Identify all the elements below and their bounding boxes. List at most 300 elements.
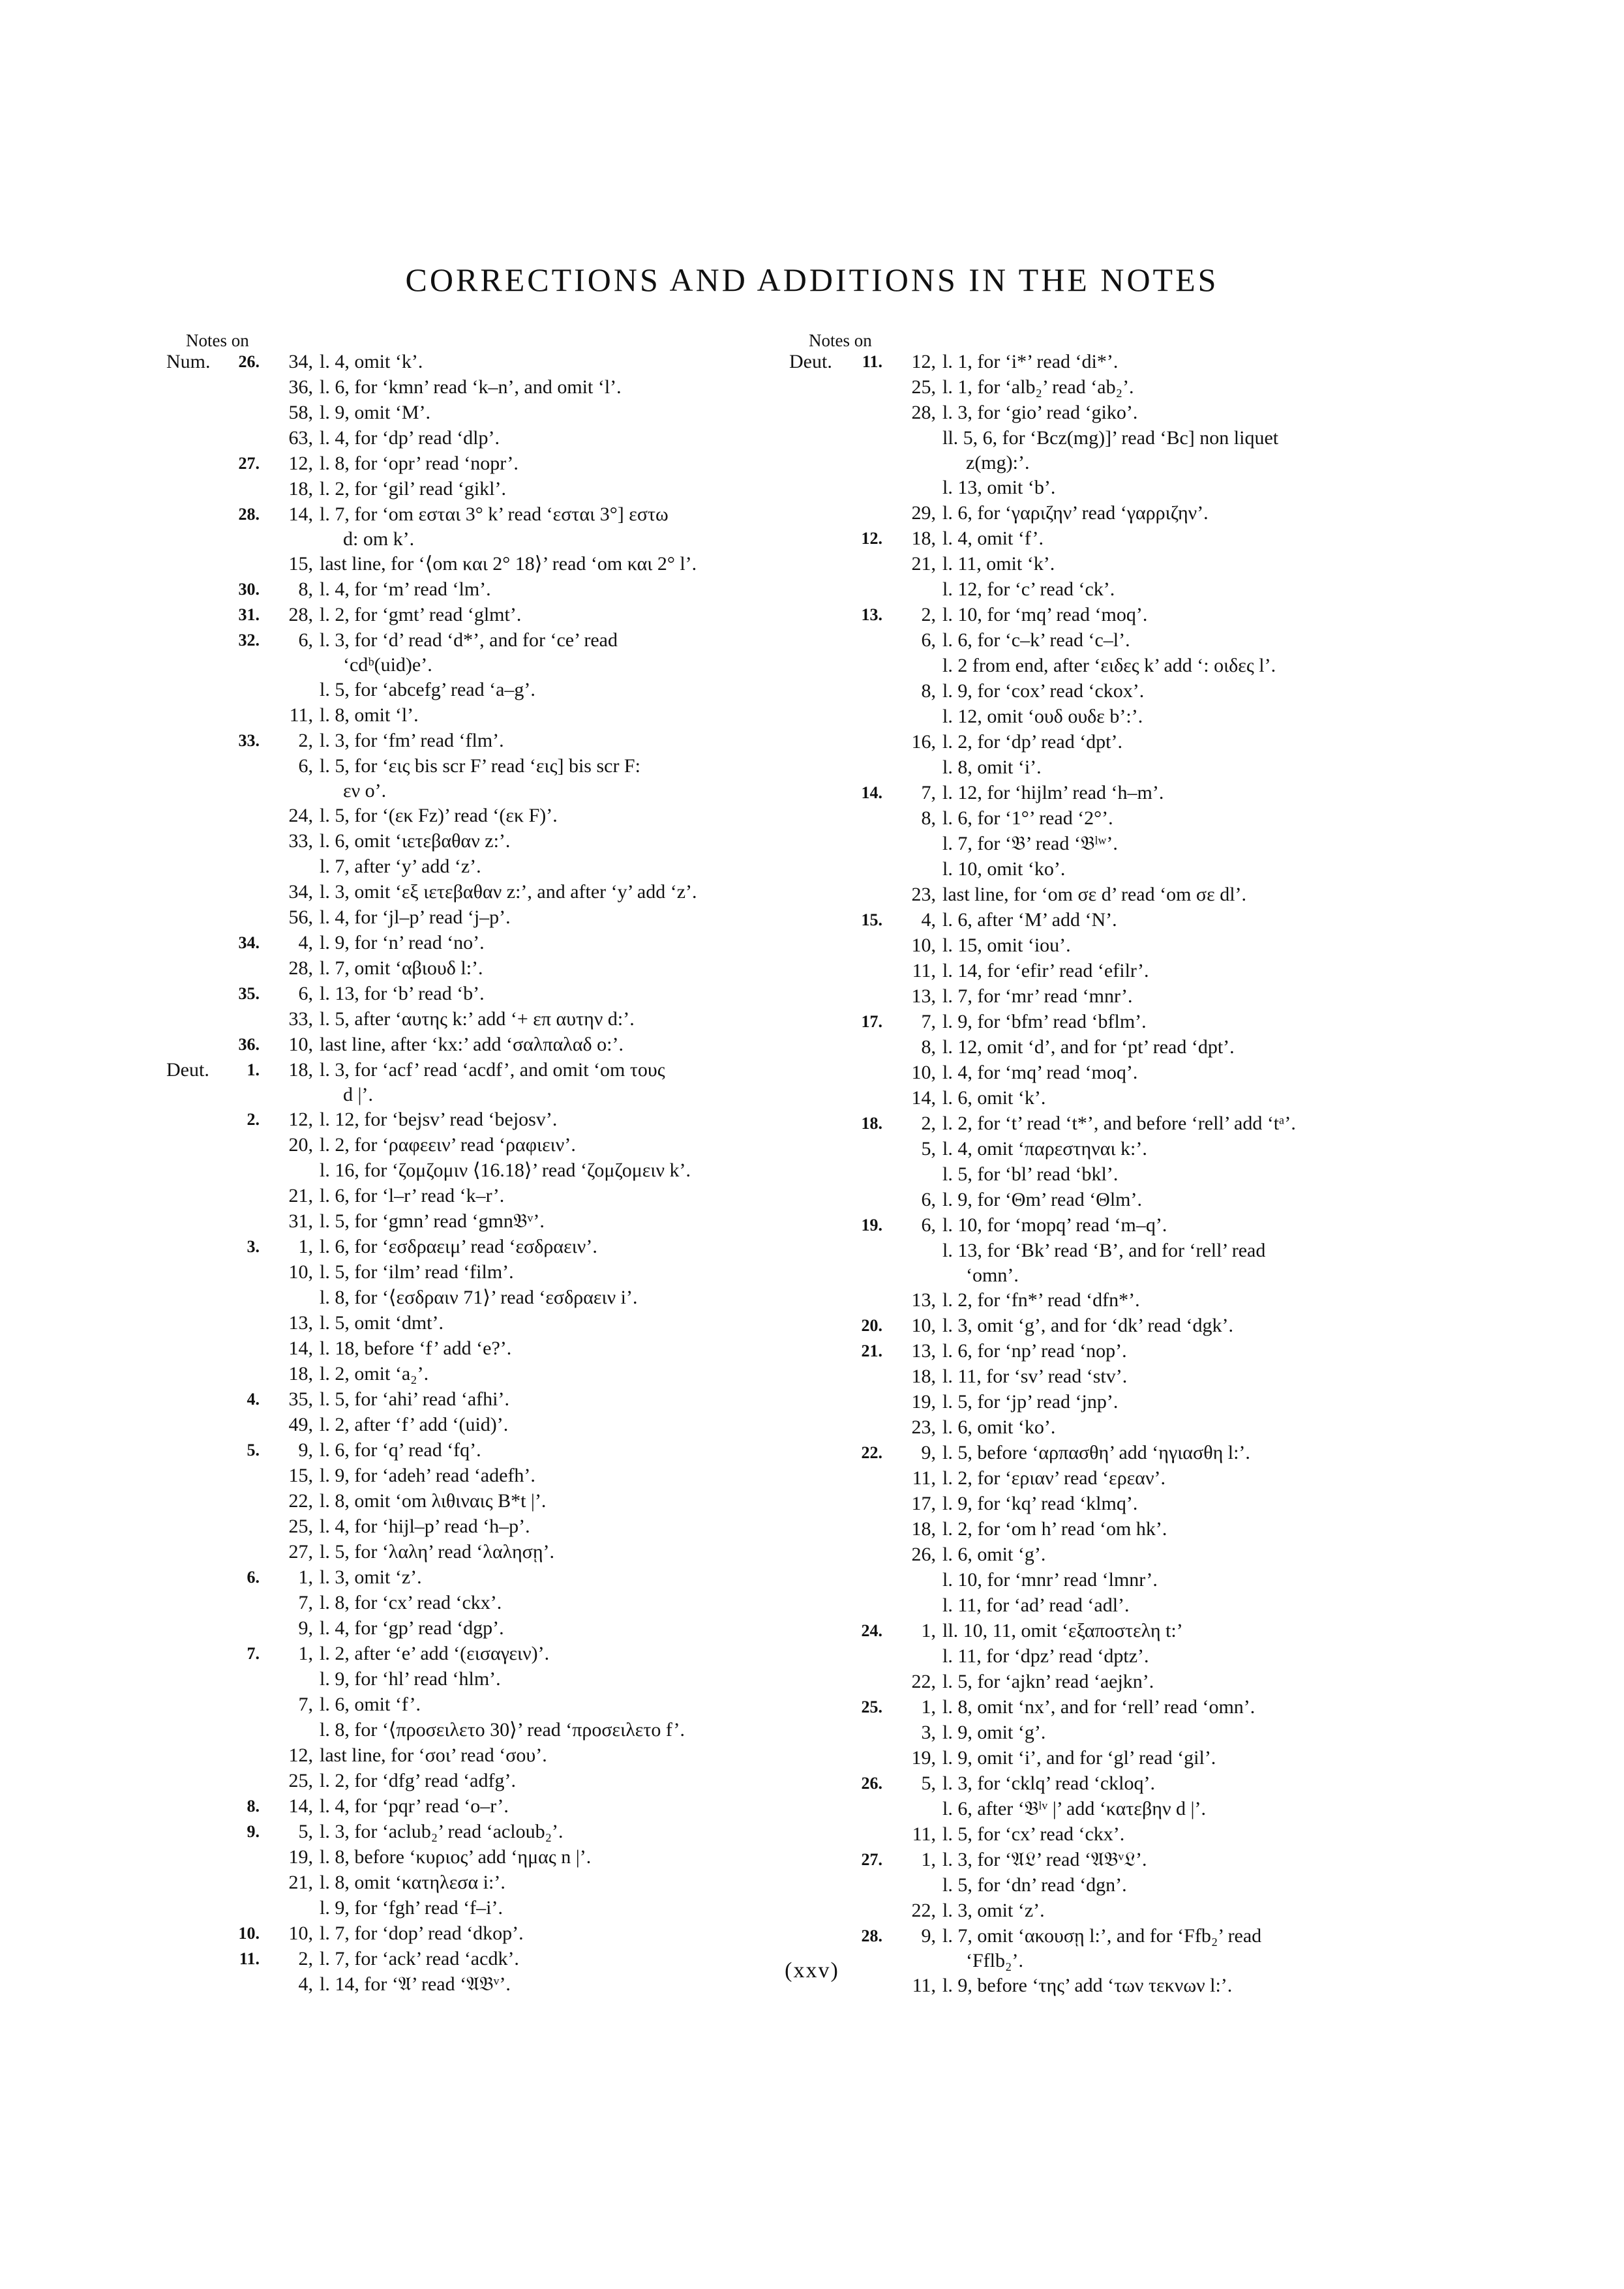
chapter-number: 30. xyxy=(238,580,260,599)
correction-text: l. 9, omit ‘i’, and for ‘gl’ read ‘gil’. xyxy=(942,1747,1216,1769)
correction-text: l. 6, omit ‘k’. xyxy=(942,1087,1046,1109)
correction-text: l. 10, for ‘mopq’ read ‘m–q’. xyxy=(942,1214,1167,1236)
correction-text-block xyxy=(313,1234,819,1259)
correction-text: l. 2, for ‘t’ read ‘t*’, and before ‘rell’ add ‘tᵃ’. xyxy=(942,1113,1296,1134)
correction-entry xyxy=(789,1313,1441,1339)
correction-text-block xyxy=(936,1848,1441,1872)
correction-text: l. 9, for ‘hl’ read ‘hlm’. xyxy=(320,1668,501,1690)
chapter-number: 2. xyxy=(247,1110,260,1129)
verse-number: 13, xyxy=(911,985,936,1007)
correction-entry xyxy=(166,451,819,477)
correction-text-block xyxy=(313,1565,819,1590)
chapter-number: 36. xyxy=(238,1035,260,1054)
correction-text: l. 6, for ‘l–r’ read ‘k–r’. xyxy=(320,1185,505,1206)
correction-text-block xyxy=(936,1162,1441,1187)
correction-text: l. 3, for ‘acf’ read ‘acdf’, and omit ‘om τους xyxy=(320,1059,665,1081)
correction-text-block xyxy=(936,1415,1441,1440)
verse-number: 15, xyxy=(288,553,313,575)
correction-text: last line, for ‘⟨om και 2° 18⟩’ read ‘om και 2° l’. xyxy=(320,553,697,575)
correction-entry xyxy=(166,1794,819,1819)
correction-text: l. 5, for ‘abcefg’ read ‘a–g’. xyxy=(320,679,535,700)
correction-entry xyxy=(789,1441,1441,1466)
correction-entry xyxy=(166,1489,819,1514)
page-number: (xxv) xyxy=(785,1958,839,1982)
correction-text-block xyxy=(313,1514,819,1539)
correction-entry xyxy=(166,1540,819,1565)
correction-entry xyxy=(789,400,1441,426)
verse-number: 22, xyxy=(911,1900,936,1921)
correction-text: l. 2, for ‘dp’ read ‘dpt’. xyxy=(942,731,1123,753)
verse-number: 8, xyxy=(298,578,313,600)
chapter-number: 28. xyxy=(238,505,260,524)
correction-entry xyxy=(789,1162,1441,1188)
correction-text: l. 5, for ‘ajkn’ read ‘aejkn’. xyxy=(942,1671,1154,1692)
correction-text: l. 2, after ‘f’ add ‘(uid)’. xyxy=(320,1414,509,1435)
correction-text: l. 2, omit ‘a₂’. xyxy=(320,1363,429,1384)
correction-text: l. 6, for ‘np’ read ‘nop’. xyxy=(942,1340,1127,1362)
verse-number: 6, xyxy=(921,1189,936,1210)
correction-text: l. 4, for ‘pqr’ read ‘o–r’. xyxy=(320,1795,509,1817)
verse-number: 14, xyxy=(288,503,313,525)
correction-text: l. 12, omit ‘d’, and for ‘pt’ read ‘dpt’. xyxy=(942,1036,1235,1058)
verse-number: 34, xyxy=(288,351,313,372)
correction-entry xyxy=(789,1137,1441,1162)
correction-entry xyxy=(789,1390,1441,1415)
correction-text-block xyxy=(313,375,819,400)
correction-entry xyxy=(166,1565,819,1591)
correction-text-block xyxy=(936,1797,1441,1821)
correction-continuation: ‘Fflb₂’. xyxy=(966,1950,1023,1971)
correction-text: l. 5, for ‘bl’ read ‘bkl’. xyxy=(942,1163,1119,1185)
correction-text-block xyxy=(936,1441,1441,1465)
correction-entry xyxy=(789,1517,1441,1542)
verse-number: 1, xyxy=(298,1236,313,1257)
correction-entry xyxy=(166,1058,819,1107)
verse-number: 12, xyxy=(288,1109,313,1130)
chapter-number: 24. xyxy=(861,1621,882,1640)
verse-number: 4, xyxy=(298,1973,313,1995)
correction-text: l. 4, omit ‘k’. xyxy=(320,351,423,372)
correction-entry xyxy=(166,703,819,728)
chapter-number: 19. xyxy=(861,1216,882,1234)
correction-text: l. 9, omit ‘g’. xyxy=(942,1722,1046,1743)
correction-text: l. 12, for ‘bejsv’ read ‘bejosv’. xyxy=(320,1109,558,1130)
chapter-number: 7. xyxy=(247,1644,260,1663)
correction-text: l. 7, after ‘y’ add ‘z’. xyxy=(320,856,481,877)
correction-text-block xyxy=(936,908,1441,933)
chapter-number: 13. xyxy=(861,605,882,624)
correction-text-block xyxy=(936,1288,1441,1313)
correction-entry xyxy=(789,1873,1441,1898)
verse-number: 5, xyxy=(298,1821,313,1842)
verse-number: 22, xyxy=(288,1490,313,1512)
correction-text-block xyxy=(936,426,1441,475)
verse-number: 18, xyxy=(911,528,936,549)
correction-text: l. 5, for ‘cx’ read ‘ckx’. xyxy=(942,1823,1125,1845)
correction-text-block xyxy=(936,755,1441,780)
correction-text: l. 13, for ‘b’ read ‘b’. xyxy=(320,983,485,1004)
correction-entry xyxy=(789,1213,1441,1238)
correction-text-block xyxy=(313,350,819,374)
verse-number: 9, xyxy=(921,1442,936,1463)
correction-entry xyxy=(789,1644,1441,1669)
correction-text: l. 4, for ‘jl–p’ read ‘j–p’. xyxy=(320,906,511,928)
verse-number: 5, xyxy=(921,1773,936,1794)
correction-text-block xyxy=(936,882,1441,907)
correction-text: l. 13, for ‘Bk’ read ‘B’, and for ‘rell’ read xyxy=(942,1240,1266,1261)
correction-entry xyxy=(166,1769,819,1794)
correction-entry xyxy=(789,501,1441,526)
correction-text: l. 5, for ‘(εκ Fz)’ read ‘(εκ F)’. xyxy=(320,805,558,826)
correction-text-block xyxy=(313,1209,819,1234)
correction-entry xyxy=(789,679,1441,704)
correction-text-block xyxy=(936,1568,1441,1593)
correction-text: l. 6, for ‘1°’ read ‘2°’. xyxy=(942,807,1113,829)
correction-entry xyxy=(789,653,1441,679)
correction-text-block xyxy=(936,1491,1441,1516)
correction-entry xyxy=(166,603,819,628)
verse-number: 9, xyxy=(298,1439,313,1461)
correction-text: l. 14, for ‘efir’ read ‘efilr’. xyxy=(942,960,1149,981)
correction-text: l. 7, omit ‘ακουσῃ l:’, and for ‘Ffb₂’ read xyxy=(942,1925,1262,1947)
verse-number: 10, xyxy=(288,1922,313,1944)
correction-text-block xyxy=(936,959,1441,983)
correction-entry xyxy=(789,1898,1441,1924)
correction-text-block xyxy=(936,653,1441,678)
correction-entry xyxy=(789,755,1441,781)
correction-continuation: d |’. xyxy=(343,1084,373,1105)
verse-number: 28, xyxy=(288,957,313,979)
book-label: Deut. xyxy=(789,351,832,372)
correction-text: l. 8, for ‘⟨προσειλετο 30⟩’ read ‘προσειλετο f’. xyxy=(320,1719,685,1741)
correction-text: l. 6, for ‘kmn’ read ‘k–n’, and omit ‘l’. xyxy=(320,376,622,398)
correction-text: l. 3, omit ‘z’. xyxy=(320,1566,422,1588)
correction-text: l. 2, for ‘om h’ read ‘om hk’. xyxy=(942,1518,1167,1540)
correction-entry xyxy=(789,1746,1441,1771)
correction-entry xyxy=(166,477,819,502)
correction-entry xyxy=(789,1035,1441,1060)
verse-number: 9, xyxy=(921,1925,936,1947)
correction-text: l. 8, before ‘κυριος’ add ‘ημας n |’. xyxy=(320,1846,592,1868)
correction-text: l. 8, omit ‘om λιθιναις B*t |’. xyxy=(320,1490,547,1512)
correction-text: l. 6, omit ‘ko’. xyxy=(942,1416,1056,1438)
correction-text-block xyxy=(313,1260,819,1285)
correction-text-block xyxy=(313,1107,819,1132)
correction-continuation: ‘omn’. xyxy=(966,1264,1019,1286)
correction-entry xyxy=(789,1288,1441,1313)
verse-number: 58, xyxy=(288,402,313,423)
correction-text-block xyxy=(313,1641,819,1666)
correction-text-block xyxy=(313,931,819,955)
correction-entry xyxy=(166,728,819,754)
correction-entry xyxy=(789,1364,1441,1390)
chapter-number: 28. xyxy=(861,1926,882,1945)
correction-entry xyxy=(166,1107,819,1133)
correction-entry xyxy=(166,1032,819,1058)
correction-text: l. 6, for ‘εσδραειμ’ read ‘εσδραειν’. xyxy=(320,1236,597,1257)
verse-number: 27, xyxy=(288,1541,313,1563)
verse-number: 12, xyxy=(288,1744,313,1766)
correction-text-block xyxy=(313,1743,819,1768)
correction-entry xyxy=(789,1695,1441,1720)
correction-text: l. 2, for ‘gmt’ read ‘glmt’. xyxy=(320,604,522,625)
correction-text-block xyxy=(936,1898,1441,1923)
verse-number: 10, xyxy=(911,935,936,956)
correction-entry xyxy=(789,1060,1441,1086)
correction-entry xyxy=(166,678,819,703)
verse-number: 6, xyxy=(921,629,936,651)
verse-number: 12, xyxy=(911,351,936,372)
verse-number: 1, xyxy=(921,1696,936,1718)
correction-text: l. 6, after ‘𝔅ˡᵛ |’ add ‘κατεβην d |’. xyxy=(942,1798,1207,1819)
verse-number: 23, xyxy=(911,884,936,905)
chapter-number: 12. xyxy=(861,529,882,548)
correction-text-block xyxy=(936,1086,1441,1111)
correction-text-block xyxy=(313,829,819,854)
correction-text: l. 2, for ‘ραφεειν’ read ‘ραφιειν’. xyxy=(320,1134,576,1156)
correction-text-block xyxy=(313,1667,819,1692)
correction-entry xyxy=(789,1238,1441,1288)
verse-number: 1, xyxy=(921,1849,936,1870)
verse-number: 9, xyxy=(298,1617,313,1639)
correction-text-block xyxy=(936,1695,1441,1720)
correction-entry xyxy=(166,854,819,880)
verse-number: 18, xyxy=(288,1363,313,1384)
verse-number: 19, xyxy=(911,1747,936,1769)
correction-text: l. 8, omit ‘l’. xyxy=(320,704,419,726)
verse-number: 4, xyxy=(298,932,313,953)
correction-text: l. 9, for ‘fgh’ read ‘f–i’. xyxy=(320,1897,503,1919)
correction-entry xyxy=(166,1362,819,1387)
correction-text-block xyxy=(936,603,1441,627)
correction-text: l. 8, for ‘cx’ read ‘ckx’. xyxy=(320,1592,502,1613)
correction-text: l. 11, for ‘ad’ read ‘adl’. xyxy=(942,1594,1130,1616)
verse-number: 21, xyxy=(911,553,936,575)
correction-text: l. 6, omit ‘g’. xyxy=(942,1544,1046,1565)
correction-text: l. 7, omit ‘αβιουδ l:’. xyxy=(320,957,483,979)
chapter-number: 4. xyxy=(247,1390,260,1409)
verse-number: 25, xyxy=(288,1516,313,1537)
chapter-number: 9. xyxy=(247,1822,260,1841)
correction-entry xyxy=(166,1260,819,1285)
correction-text-block xyxy=(936,1060,1441,1085)
verse-number: 14, xyxy=(911,1087,936,1109)
correction-text: l. 6, for ‘γαριζην’ read ‘γαρριζην’. xyxy=(942,502,1209,524)
correction-text-block xyxy=(313,1540,819,1564)
correction-text: l. 3, omit ‘εξ ιετεβαθαν z:’, and after ‘y’ add ‘z’. xyxy=(320,881,697,903)
correction-text-block xyxy=(313,1718,819,1743)
chapter-number: 11. xyxy=(239,1949,260,1968)
verse-number: 15, xyxy=(288,1465,313,1486)
correction-text-block xyxy=(313,1921,819,1946)
correction-entry xyxy=(166,1209,819,1234)
correction-text: last line, for ‘om σε d’ read ‘om σε dl’. xyxy=(942,884,1247,905)
verse-number: 24, xyxy=(288,805,313,826)
correction-entry xyxy=(789,1619,1441,1644)
verse-number: 8, xyxy=(921,1036,936,1058)
left-column xyxy=(166,331,819,1997)
verse-number: 21, xyxy=(288,1872,313,1893)
verse-number: 6, xyxy=(298,755,313,777)
correction-text-block xyxy=(936,1339,1441,1364)
correction-entry xyxy=(789,959,1441,984)
correction-entry xyxy=(166,426,819,451)
correction-continuation: εν o’. xyxy=(343,780,387,801)
correction-text-block xyxy=(313,854,819,879)
correction-text: l. 4, omit ‘f’. xyxy=(942,528,1044,549)
verse-number: 16, xyxy=(911,731,936,753)
correction-entry xyxy=(789,1339,1441,1364)
correction-text-block xyxy=(313,1158,819,1183)
correction-text: l. 7, for ‘ack’ read ‘acdk’. xyxy=(320,1948,519,1969)
correction-text-block xyxy=(936,679,1441,704)
verse-number: 13, xyxy=(288,1312,313,1334)
verse-number: 7, xyxy=(921,1011,936,1032)
correction-entry xyxy=(166,829,819,854)
correction-text-block xyxy=(313,1845,819,1870)
correction-text: l. 8, omit ‘κατηλεσα i:’. xyxy=(320,1872,505,1893)
correction-entry xyxy=(789,1542,1441,1568)
correction-text-block xyxy=(313,678,819,702)
correction-entry xyxy=(166,1845,819,1870)
correction-text-block xyxy=(313,905,819,930)
verse-number: 23, xyxy=(911,1416,936,1438)
correction-entry xyxy=(789,603,1441,628)
correction-text-block xyxy=(313,956,819,981)
verse-number: 14, xyxy=(288,1338,313,1359)
chapter-number: 8. xyxy=(247,1797,260,1816)
correction-text-block xyxy=(936,1669,1441,1694)
correction-text: l. 6, after ‘M’ add ‘N’. xyxy=(942,909,1117,931)
correction-text: l. 4, for ‘gp’ read ‘dgp’. xyxy=(320,1617,504,1639)
verse-number: 5, xyxy=(921,1138,936,1159)
correction-entry xyxy=(789,806,1441,831)
chapter-number: 35. xyxy=(238,984,260,1003)
correction-entry xyxy=(789,1010,1441,1035)
correction-entry xyxy=(166,628,819,678)
chapter-number: 18. xyxy=(861,1114,882,1133)
correction-text-block xyxy=(936,933,1441,958)
correction-entry xyxy=(789,426,1441,475)
correction-entry xyxy=(789,1822,1441,1848)
correction-entry xyxy=(789,831,1441,857)
correction-text-block xyxy=(313,981,819,1006)
correction-entry xyxy=(789,628,1441,653)
correction-text: l. 3, for ‘fm’ read ‘flm’. xyxy=(320,730,504,751)
correction-entry xyxy=(166,1007,819,1032)
correction-text-block xyxy=(936,1364,1441,1389)
correction-text: l. 7, for ‘om εσται 3° k’ read ‘εσται 3°] εστω xyxy=(320,503,669,525)
column-heading: Notes on xyxy=(186,331,249,350)
verse-number: 11, xyxy=(912,1823,936,1845)
verse-number: 33, xyxy=(288,830,313,852)
correction-entry xyxy=(166,375,819,400)
correction-text: l. 5, for ‘ahi’ read ‘afhi’. xyxy=(320,1388,509,1410)
correction-text: l. 9, for ‘bfm’ read ‘bflm’. xyxy=(942,1011,1147,1032)
correction-entry xyxy=(789,781,1441,806)
correction-entry xyxy=(789,730,1441,755)
correction-entry xyxy=(789,933,1441,959)
correction-text-block xyxy=(313,803,819,828)
verse-number: 2, xyxy=(921,1113,936,1134)
chapter-number: 26. xyxy=(861,1774,882,1793)
correction-text-block xyxy=(936,781,1441,805)
chapter-number: 5. xyxy=(247,1441,260,1459)
verse-number: 10, xyxy=(288,1261,313,1283)
correction-text: l. 7, for ‘mr’ read ‘mnr’. xyxy=(942,985,1133,1007)
correction-entry xyxy=(166,1616,819,1641)
correction-text-block xyxy=(313,1616,819,1641)
correction-text: l. 9, before ‘της’ add ‘των τεκνων l:’. xyxy=(942,1975,1233,1996)
correction-text: l. 5, for ‘εις bis scr F’ read ‘εις] bis scr F: xyxy=(320,755,640,777)
correction-entry xyxy=(166,1438,819,1463)
correction-entry xyxy=(166,1870,819,1896)
correction-text: l. 10, for ‘mq’ read ‘moq’. xyxy=(942,604,1148,625)
correction-text: l. 12, for ‘c’ read ‘ck’. xyxy=(942,578,1115,600)
correction-text-block xyxy=(936,1188,1441,1212)
correction-text: l. 8, omit ‘nx’, and for ‘rell’ read ‘omn’. xyxy=(942,1696,1256,1718)
verse-number: 11, xyxy=(289,704,313,726)
correction-entry xyxy=(166,1819,819,1845)
verse-number: 6, xyxy=(298,983,313,1004)
correction-text-block xyxy=(313,1184,819,1208)
correction-entry xyxy=(166,803,819,829)
correction-text-block xyxy=(936,1542,1441,1567)
verse-number: 56, xyxy=(288,906,313,928)
correction-text: ll. 5, 6, for ‘Bcz(mg)]’ read ‘Bc] non liquet xyxy=(942,427,1279,449)
verse-number: 8, xyxy=(921,680,936,702)
verse-number: 33, xyxy=(288,1008,313,1030)
correction-text: l. 9, for ‘Θm’ read ‘Θlm’. xyxy=(942,1189,1143,1210)
correction-text-block xyxy=(936,1035,1441,1060)
correction-text-block xyxy=(936,857,1441,882)
verse-number: 12, xyxy=(288,453,313,474)
verse-number: 2, xyxy=(298,730,313,751)
verse-number: 28, xyxy=(911,402,936,423)
correction-text: l. 3, for ‘aclub₂’ read ‘acloub₂’. xyxy=(320,1821,564,1842)
correction-text: l. 3, for ‘cklq’ read ‘ckloq’. xyxy=(942,1773,1155,1794)
correction-text: l. 9, for ‘adeh’ read ‘adefh’. xyxy=(320,1465,535,1486)
correction-entry xyxy=(166,1158,819,1184)
correction-entry xyxy=(166,1921,819,1947)
correction-entry xyxy=(789,1593,1441,1619)
correction-text-block xyxy=(936,350,1441,374)
correction-text-block xyxy=(313,880,819,905)
correction-entry xyxy=(166,1591,819,1616)
verse-number: 3, xyxy=(921,1722,936,1743)
verse-number: 4, xyxy=(921,909,936,931)
correction-entry xyxy=(789,1491,1441,1517)
correction-entry xyxy=(789,1415,1441,1441)
correction-text-block xyxy=(936,1644,1441,1669)
correction-entry xyxy=(789,552,1441,577)
correction-entry xyxy=(166,577,819,603)
correction-text-block xyxy=(936,1822,1441,1847)
correction-text: l. 4, for ‘hijl–p’ read ‘h–p’. xyxy=(320,1516,530,1537)
verse-number: 11, xyxy=(912,960,936,981)
chapter-number: 27. xyxy=(238,454,260,473)
correction-text-block xyxy=(313,552,819,576)
chapter-number: 22. xyxy=(861,1443,882,1462)
verse-number: 8, xyxy=(921,807,936,829)
correction-text-block xyxy=(313,1311,819,1336)
correction-text-block xyxy=(936,1137,1441,1161)
correction-entry xyxy=(166,1463,819,1489)
correction-entry xyxy=(166,1413,819,1438)
correction-entry xyxy=(789,475,1441,501)
correction-entry xyxy=(166,931,819,956)
correction-text-block xyxy=(313,703,819,728)
